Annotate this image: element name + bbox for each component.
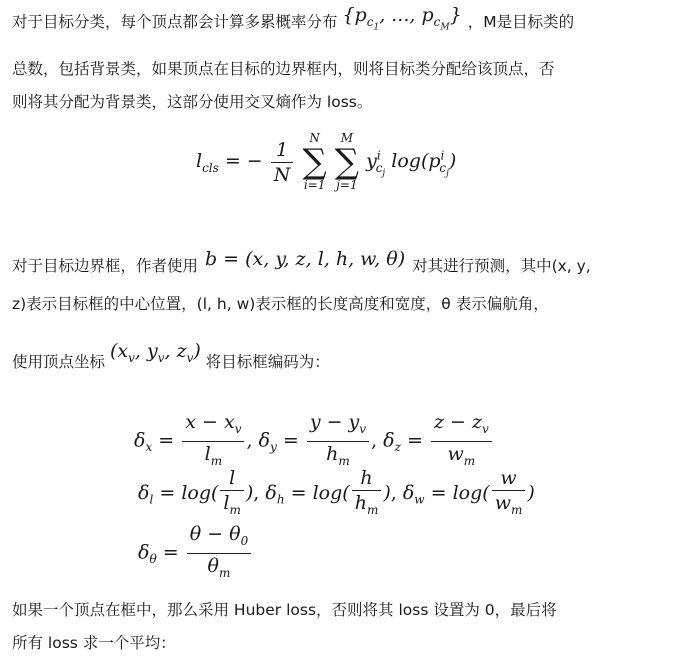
para-classification-line-1 (12, 4, 575, 44)
para-bbox-line-2: z)表示目标框的中心位置，(l, h, w)表示框的长度高度和宽度，θ 表示偏航角， (12, 295, 549, 313)
encoding-equation-xyz: $\delta_x$ = $\frac{x - x_v}{l_m}$ , $\delta_y$ = $\frac{y - y_v}{h_m}$ , $\delta_z$ = $\frac{z - z_v}{w_m}$ (134, 410, 494, 473)
encoding-equation-theta: $\delta_\theta$ = $\frac{\theta - \theta_0}{\theta_m}$ (138, 522, 253, 585)
para-classification-line-3: 则将其分配为背景类，这部分使用交叉熵作为 loss。 (12, 93, 373, 111)
para-classification-line-2: 总数，包括背景类，如果顶点在目标的边界框内，则将目标类分配给该顶点，否 (12, 60, 555, 78)
para-bbox-line-3 (12, 340, 330, 379)
bbox-parameter-formula: b = (x, y, z, l, h, w, θ) (204, 248, 406, 270)
para-bbox-line-1 (12, 248, 591, 277)
vertex-coordinate-formula: ($x_v$, $y_v$, $z_v$) (109, 340, 201, 365)
text: 对其进行预测，其中(x, y, (412, 257, 591, 275)
text: 对于目标边界框，作者使用 (12, 257, 199, 275)
class-distribution-formula: {$p_{c_1}$, ..., $p_{c_M}$} (342, 4, 462, 33)
text: 对于目标分类，每个顶点都会计算多累概率分布 (12, 13, 338, 31)
text: ，M是目标类的 (467, 13, 575, 31)
para-loss-line-1: 如果一个顶点在框中，那么采用 Huber loss，否则将其 loss 设置为 0，最后将 (12, 601, 557, 619)
para-loss-line-2: 所有 loss 求一个平均： (12, 634, 176, 652)
text: 将目标框编码为： (205, 353, 330, 371)
encoding-equation-lhw: $\delta_l = \log$( $\frac{l}{l_m}$ ), $\delta_h = \log$( $\frac{h}{h_m}$ ), $\delta_w = \log$( $\frac{w}{w_m}$ ) (138, 467, 535, 517)
cross-entropy-equation: $l_{cls}$ = − $\frac{1}{N}$ N ∑ i=1 M ∑ j=1 $y^i_{c_j}$ $\log(p^i_{c_j})$ (196, 131, 457, 192)
text: 使用顶点坐标 (12, 353, 106, 371)
